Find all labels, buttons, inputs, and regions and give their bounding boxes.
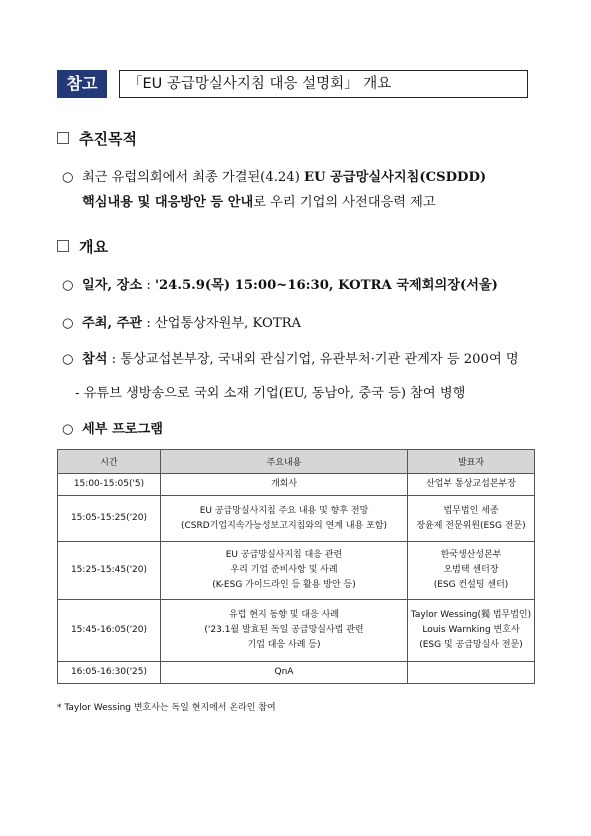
purpose-text-bold1: EU 공급망실사지침(CSDDD) <box>304 170 487 185</box>
content-cell: QnA <box>161 662 408 684</box>
content-cell: 유럽 현지 동향 및 대응 사례 ('23.1월 발효된 독일 공급망실사법 관련 기업 대응 사례 등) <box>161 600 408 662</box>
time-cell: 15:25-15:45('20) <box>58 542 161 600</box>
circle-bullet-icon: ○ <box>62 316 74 331</box>
purpose-text-post: 로 우리 기업의 사전대응력 제고 <box>253 195 436 210</box>
speaker-cell: 법무법인 세종 장윤제 전문위원(ESG 전문) <box>408 496 535 542</box>
table-row <box>58 496 535 542</box>
time-cell: 15:00-15:05('5) <box>58 474 161 496</box>
overview-value: 산업통상자원부, KOTRA <box>154 316 302 331</box>
section-purpose <box>57 128 137 149</box>
section-heading: 개요 <box>79 238 108 256</box>
purpose-text-bold2: 핵심내용 및 대응방안 등 안내 <box>82 195 254 210</box>
youtube-note: - 유튜브 생방송으로 국외 소재 기업(EU, 동남아, 중국 등) 참여 병행 <box>75 386 466 401</box>
purpose-text-pre: 최근 유럽의회에서 최종 가결된(4.24) <box>82 170 305 185</box>
document-header <box>57 70 528 98</box>
time-cell: 15:05-15:25('20) <box>58 496 161 542</box>
table-row <box>58 600 535 662</box>
section-square-icon <box>57 132 69 144</box>
content-cell: EU 공급망실사지침 주요 내용 및 향후 전망 (CSRD기업지속가능성보고지침와의 연계 내용 포함) <box>161 496 408 542</box>
section-square-icon <box>57 240 69 252</box>
overview-label: 참석 <box>82 352 108 367</box>
circle-bullet-icon: ○ <box>62 170 74 185</box>
table-row <box>58 662 535 684</box>
section-heading: 추진목적 <box>79 130 137 148</box>
document-title: 「EU 공급망실사지침 대응 설명회」 개요 <box>119 70 528 98</box>
overview-item: ○ 일자, 장소 : '24.5.9(목) 15:00~16:30, KOTRA 국제회의장(서울) <box>62 278 498 293</box>
speaker-cell: 산업부 통상교섭본부장 <box>408 474 535 496</box>
time-cell: 16:05-16:30('25) <box>58 662 161 684</box>
table-row <box>58 542 535 600</box>
overview-label: 일자, 장소 <box>82 278 143 293</box>
overview-value: 통상교섭본부장, 국내외 관심기업, 유관부처·기관 관계자 등 200여 명 <box>120 352 519 367</box>
reference-tag: 참고 <box>57 70 107 98</box>
column-header: 시간 <box>58 450 161 474</box>
content-cell: EU 공급망실사지침 대응 관련 우리 기업 준비사항 및 사례 (K-ESG 가이드라인 등 활용 방안 등) <box>161 542 408 600</box>
speaker-cell <box>408 662 535 684</box>
column-header: 주요내용 <box>161 450 408 474</box>
circle-bullet-icon: ○ <box>62 278 74 293</box>
table-row <box>58 474 535 496</box>
purpose-paragraph <box>62 165 532 215</box>
overview-item: ○ 주최, 주관 : 산업통상자원부, KOTRA <box>62 316 302 331</box>
table-header-row <box>58 450 535 474</box>
speaker-cell: 한국생산성본부 오범택 센터장 (ESG 컨설팅 센터) <box>408 542 535 600</box>
content-cell: 개회사 <box>161 474 408 496</box>
overview-value: '24.5.9(목) 15:00~16:30, KOTRA 국제회의장(서울) <box>154 278 498 293</box>
time-cell: 15:45-16:05('20) <box>58 600 161 662</box>
overview-label: 주최, 주관 <box>82 316 143 331</box>
circle-bullet-icon: ○ <box>62 352 74 367</box>
program-table <box>57 449 535 684</box>
column-header: 발표자 <box>408 450 535 474</box>
speaker-cell: Taylor Wessing(獨 법무법인) Louis Warnking 변호사 (ESG 및 공급망실사 전문) <box>408 600 535 662</box>
program-heading: 세부 프로그램 <box>82 422 164 437</box>
footnote: * Taylor Wessing 변호사는 독일 현지에서 온라인 참여 <box>57 703 276 713</box>
section-overview <box>57 236 108 257</box>
overview-item: ○ 참석 : 통상교섭본부장, 국내외 관심기업, 유관부처·기관 관계자 등 200여 명 <box>62 352 519 367</box>
program-heading-row <box>62 418 163 437</box>
circle-bullet-icon: ○ <box>62 422 74 437</box>
